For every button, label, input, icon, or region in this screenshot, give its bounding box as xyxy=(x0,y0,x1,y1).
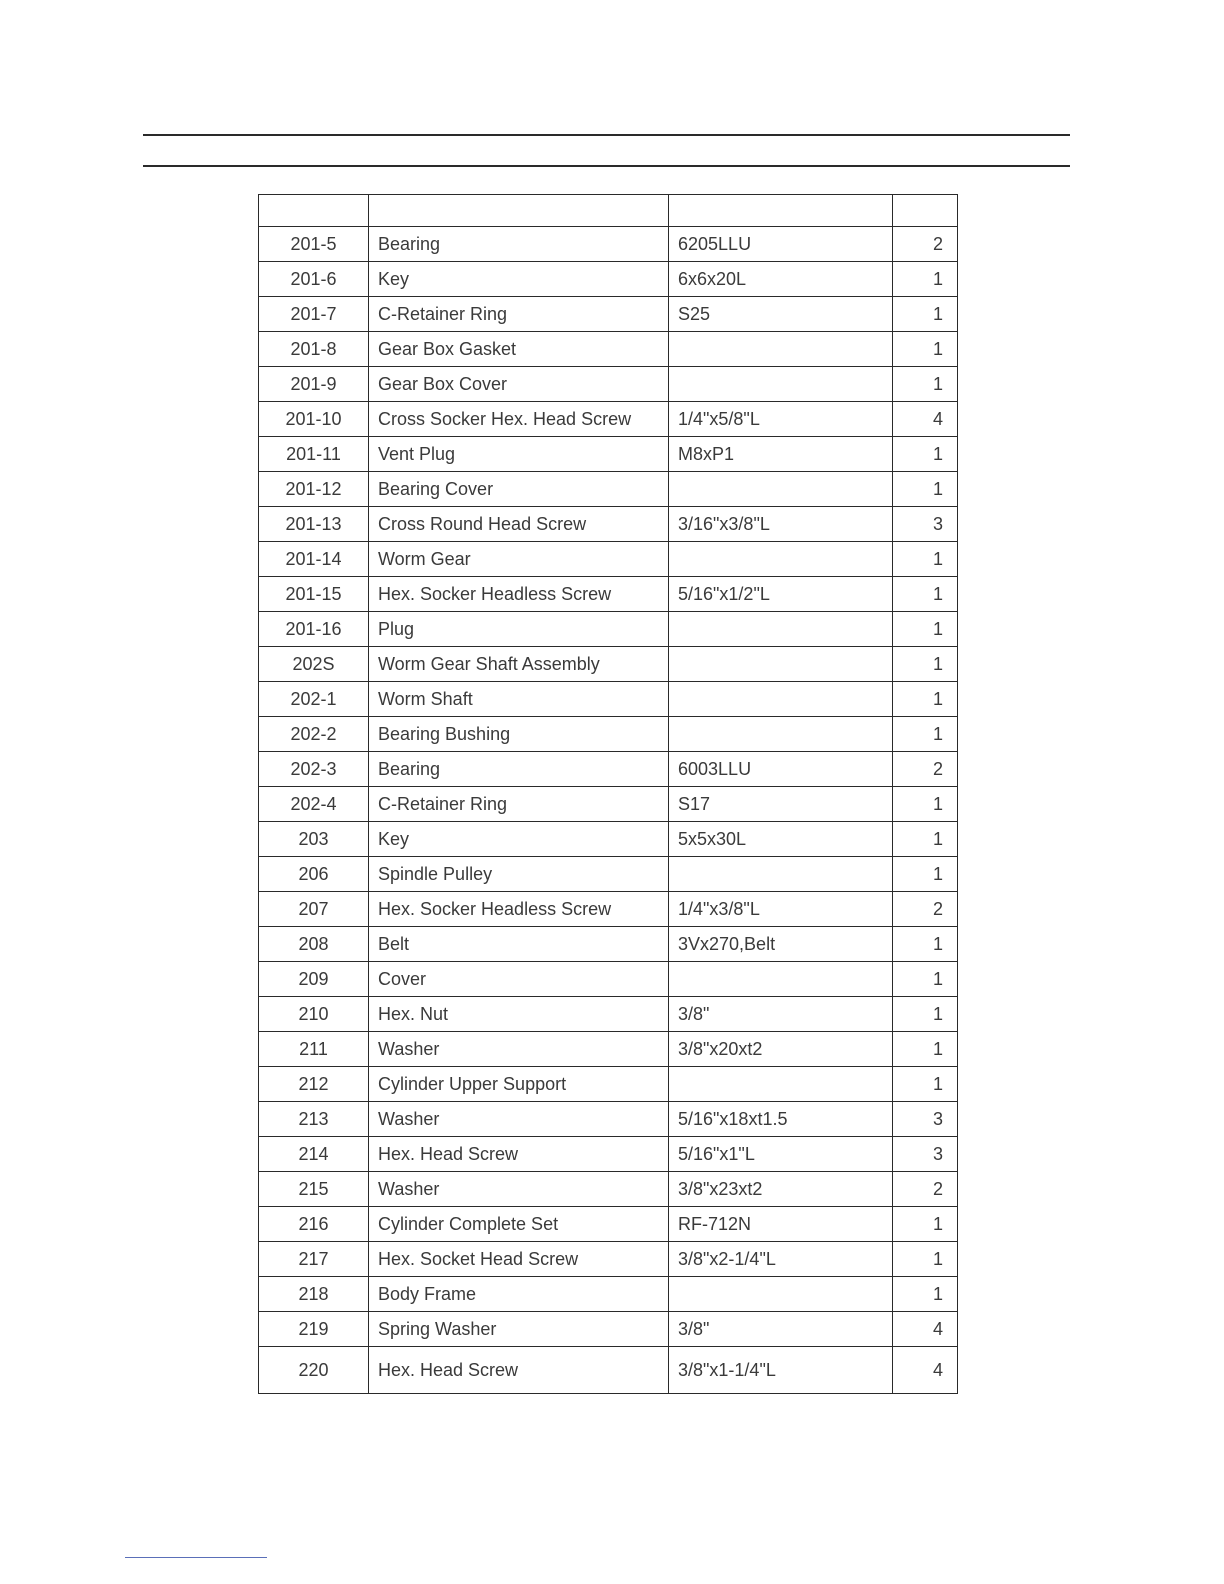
table-row xyxy=(259,1172,958,1207)
part-number-cell: 203 xyxy=(259,822,369,857)
part-number-cell: 215 xyxy=(259,1172,369,1207)
description-cell: Hex. Nut xyxy=(369,997,669,1032)
table-row xyxy=(259,1242,958,1277)
quantity-cell: 4 xyxy=(893,402,958,437)
part-number-cell: 201-5 xyxy=(259,227,369,262)
specification-cell xyxy=(669,612,893,647)
table-row xyxy=(259,647,958,682)
table-row xyxy=(259,962,958,997)
quantity-cell: 1 xyxy=(893,927,958,962)
quantity-cell: 2 xyxy=(893,227,958,262)
specification-cell: RF-712N xyxy=(669,1207,893,1242)
description-cell: Plug xyxy=(369,612,669,647)
quantity-cell: 1 xyxy=(893,857,958,892)
specification-cell: 1/4"x3/8"L xyxy=(669,892,893,927)
part-number-cell: 201-7 xyxy=(259,297,369,332)
part-number-cell: 209 xyxy=(259,962,369,997)
table-row xyxy=(259,542,958,577)
table-row xyxy=(259,262,958,297)
header-rule-bottom xyxy=(143,165,1070,167)
specification-cell: 5/16"x18xt1.5 xyxy=(669,1102,893,1137)
table-row xyxy=(259,1032,958,1067)
part-number-cell: 211 xyxy=(259,1032,369,1067)
description-cell: Key xyxy=(369,822,669,857)
quantity-cell: 1 xyxy=(893,542,958,577)
part-number-cell: 220 xyxy=(259,1347,369,1394)
description-cell: Body Frame xyxy=(369,1277,669,1312)
part-number-cell: 212 xyxy=(259,1067,369,1102)
description-cell: Hex. Socker Headless Screw xyxy=(369,892,669,927)
description-cell: Gear Box Gasket xyxy=(369,332,669,367)
table-row xyxy=(259,577,958,612)
quantity-cell: 1 xyxy=(893,332,958,367)
quantity-cell: 1 xyxy=(893,717,958,752)
description-cell: Hex. Head Screw xyxy=(369,1137,669,1172)
part-number-cell: 202S xyxy=(259,647,369,682)
table-row xyxy=(259,1347,958,1394)
description-cell: Gear Box Cover xyxy=(369,367,669,402)
header-cell-quantity xyxy=(893,195,958,227)
quantity-cell: 4 xyxy=(893,1312,958,1347)
specification-cell: 3/8"x20xt2 xyxy=(669,1032,893,1067)
description-cell: Bearing Cover xyxy=(369,472,669,507)
part-number-cell: 207 xyxy=(259,892,369,927)
table-row xyxy=(259,1312,958,1347)
description-cell: Hex. Socker Headless Screw xyxy=(369,577,669,612)
quantity-cell: 2 xyxy=(893,1172,958,1207)
specification-cell xyxy=(669,542,893,577)
description-cell: Bearing xyxy=(369,752,669,787)
table-row xyxy=(259,1067,958,1102)
table-row xyxy=(259,472,958,507)
quantity-cell: 1 xyxy=(893,472,958,507)
description-cell: C-Retainer Ring xyxy=(369,787,669,822)
description-cell: C-Retainer Ring xyxy=(369,297,669,332)
description-cell: Worm Gear Shaft Assembly xyxy=(369,647,669,682)
parts-table-body xyxy=(259,195,958,1394)
part-number-cell: 201-10 xyxy=(259,402,369,437)
footer-link-underline xyxy=(125,1557,267,1558)
specification-cell: 3/16"x3/8"L xyxy=(669,507,893,542)
description-cell: Worm Shaft xyxy=(369,682,669,717)
specification-cell xyxy=(669,717,893,752)
specification-cell: 3/8"x1-1/4"L xyxy=(669,1347,893,1394)
part-number-cell: 201-8 xyxy=(259,332,369,367)
table-row xyxy=(259,507,958,542)
description-cell: Washer xyxy=(369,1032,669,1067)
specification-cell: 3/8" xyxy=(669,997,893,1032)
header-cell-specification xyxy=(669,195,893,227)
part-number-cell: 206 xyxy=(259,857,369,892)
specification-cell xyxy=(669,472,893,507)
table-row xyxy=(259,857,958,892)
part-number-cell: 218 xyxy=(259,1277,369,1312)
table-row xyxy=(259,997,958,1032)
quantity-cell: 1 xyxy=(893,1067,958,1102)
specification-cell: 1/4"x5/8"L xyxy=(669,402,893,437)
quantity-cell: 1 xyxy=(893,1277,958,1312)
part-number-cell: 202-2 xyxy=(259,717,369,752)
quantity-cell: 1 xyxy=(893,437,958,472)
specification-cell: 5/16"x1"L xyxy=(669,1137,893,1172)
table-row xyxy=(259,752,958,787)
part-number-cell: 214 xyxy=(259,1137,369,1172)
quantity-cell: 1 xyxy=(893,997,958,1032)
description-cell: Cylinder Upper Support xyxy=(369,1067,669,1102)
part-number-cell: 219 xyxy=(259,1312,369,1347)
description-cell: Spindle Pulley xyxy=(369,857,669,892)
description-cell: Cylinder Complete Set xyxy=(369,1207,669,1242)
quantity-cell: 1 xyxy=(893,962,958,997)
specification-cell: S25 xyxy=(669,297,893,332)
specification-cell: M8xP1 xyxy=(669,437,893,472)
description-cell: Bearing Bushing xyxy=(369,717,669,752)
specification-cell xyxy=(669,647,893,682)
table-row xyxy=(259,787,958,822)
table-row xyxy=(259,297,958,332)
part-number-cell: 201-13 xyxy=(259,507,369,542)
description-cell: Bearing xyxy=(369,227,669,262)
specification-cell: 3Vx270,Belt xyxy=(669,927,893,962)
description-cell: Belt xyxy=(369,927,669,962)
specification-cell: 3/8" xyxy=(669,1312,893,1347)
table-row xyxy=(259,367,958,402)
table-row xyxy=(259,437,958,472)
table-row xyxy=(259,1277,958,1312)
quantity-cell: 1 xyxy=(893,647,958,682)
part-number-cell: 202-4 xyxy=(259,787,369,822)
quantity-cell: 1 xyxy=(893,822,958,857)
table-row xyxy=(259,717,958,752)
table-row xyxy=(259,1102,958,1137)
quantity-cell: 2 xyxy=(893,752,958,787)
part-number-cell: 201-6 xyxy=(259,262,369,297)
description-cell: Vent Plug xyxy=(369,437,669,472)
part-number-cell: 201-12 xyxy=(259,472,369,507)
quantity-cell: 1 xyxy=(893,1242,958,1277)
specification-cell xyxy=(669,1277,893,1312)
quantity-cell: 1 xyxy=(893,577,958,612)
parts-list-table xyxy=(258,194,958,1394)
part-number-cell: 213 xyxy=(259,1102,369,1137)
specification-cell: 5x5x30L xyxy=(669,822,893,857)
description-cell: Key xyxy=(369,262,669,297)
quantity-cell: 3 xyxy=(893,1137,958,1172)
table-row xyxy=(259,227,958,262)
part-number-cell: 201-9 xyxy=(259,367,369,402)
description-cell: Worm Gear xyxy=(369,542,669,577)
part-number-cell: 217 xyxy=(259,1242,369,1277)
description-cell: Washer xyxy=(369,1172,669,1207)
table-row xyxy=(259,402,958,437)
table-header-row xyxy=(259,195,958,227)
specification-cell: 6003LLU xyxy=(669,752,893,787)
specification-cell: 6x6x20L xyxy=(669,262,893,297)
table-row xyxy=(259,892,958,927)
part-number-cell: 210 xyxy=(259,997,369,1032)
specification-cell xyxy=(669,682,893,717)
header-rule-top xyxy=(143,134,1070,136)
specification-cell: 5/16"x1/2"L xyxy=(669,577,893,612)
part-number-cell: 202-3 xyxy=(259,752,369,787)
specification-cell xyxy=(669,962,893,997)
specification-cell xyxy=(669,1067,893,1102)
quantity-cell: 3 xyxy=(893,507,958,542)
quantity-cell: 1 xyxy=(893,682,958,717)
table-row xyxy=(259,332,958,367)
description-cell: Cross Round Head Screw xyxy=(369,507,669,542)
table-row xyxy=(259,612,958,647)
header-cell-description xyxy=(369,195,669,227)
quantity-cell: 1 xyxy=(893,367,958,402)
part-number-cell: 201-14 xyxy=(259,542,369,577)
header-cell-part-no xyxy=(259,195,369,227)
description-cell: Cover xyxy=(369,962,669,997)
specification-cell xyxy=(669,332,893,367)
specification-cell: 6205LLU xyxy=(669,227,893,262)
part-number-cell: 201-16 xyxy=(259,612,369,647)
quantity-cell: 3 xyxy=(893,1102,958,1137)
quantity-cell: 2 xyxy=(893,892,958,927)
quantity-cell: 1 xyxy=(893,262,958,297)
quantity-cell: 4 xyxy=(893,1347,958,1394)
specification-cell xyxy=(669,857,893,892)
description-cell: Washer xyxy=(369,1102,669,1137)
description-cell: Cross Socker Hex. Head Screw xyxy=(369,402,669,437)
table-row xyxy=(259,682,958,717)
description-cell: Spring Washer xyxy=(369,1312,669,1347)
description-cell: Hex. Socket Head Screw xyxy=(369,1242,669,1277)
quantity-cell: 1 xyxy=(893,612,958,647)
table-row xyxy=(259,822,958,857)
table-row xyxy=(259,1207,958,1242)
part-number-cell: 216 xyxy=(259,1207,369,1242)
quantity-cell: 1 xyxy=(893,1207,958,1242)
quantity-cell: 1 xyxy=(893,787,958,822)
quantity-cell: 1 xyxy=(893,1032,958,1067)
quantity-cell: 1 xyxy=(893,297,958,332)
part-number-cell: 201-11 xyxy=(259,437,369,472)
part-number-cell: 201-15 xyxy=(259,577,369,612)
specification-cell xyxy=(669,367,893,402)
part-number-cell: 202-1 xyxy=(259,682,369,717)
part-number-cell: 208 xyxy=(259,927,369,962)
specification-cell: 3/8"x2-1/4"L xyxy=(669,1242,893,1277)
specification-cell: 3/8"x23xt2 xyxy=(669,1172,893,1207)
specification-cell: S17 xyxy=(669,787,893,822)
table-row xyxy=(259,927,958,962)
table-row xyxy=(259,1137,958,1172)
description-cell: Hex. Head Screw xyxy=(369,1347,669,1394)
